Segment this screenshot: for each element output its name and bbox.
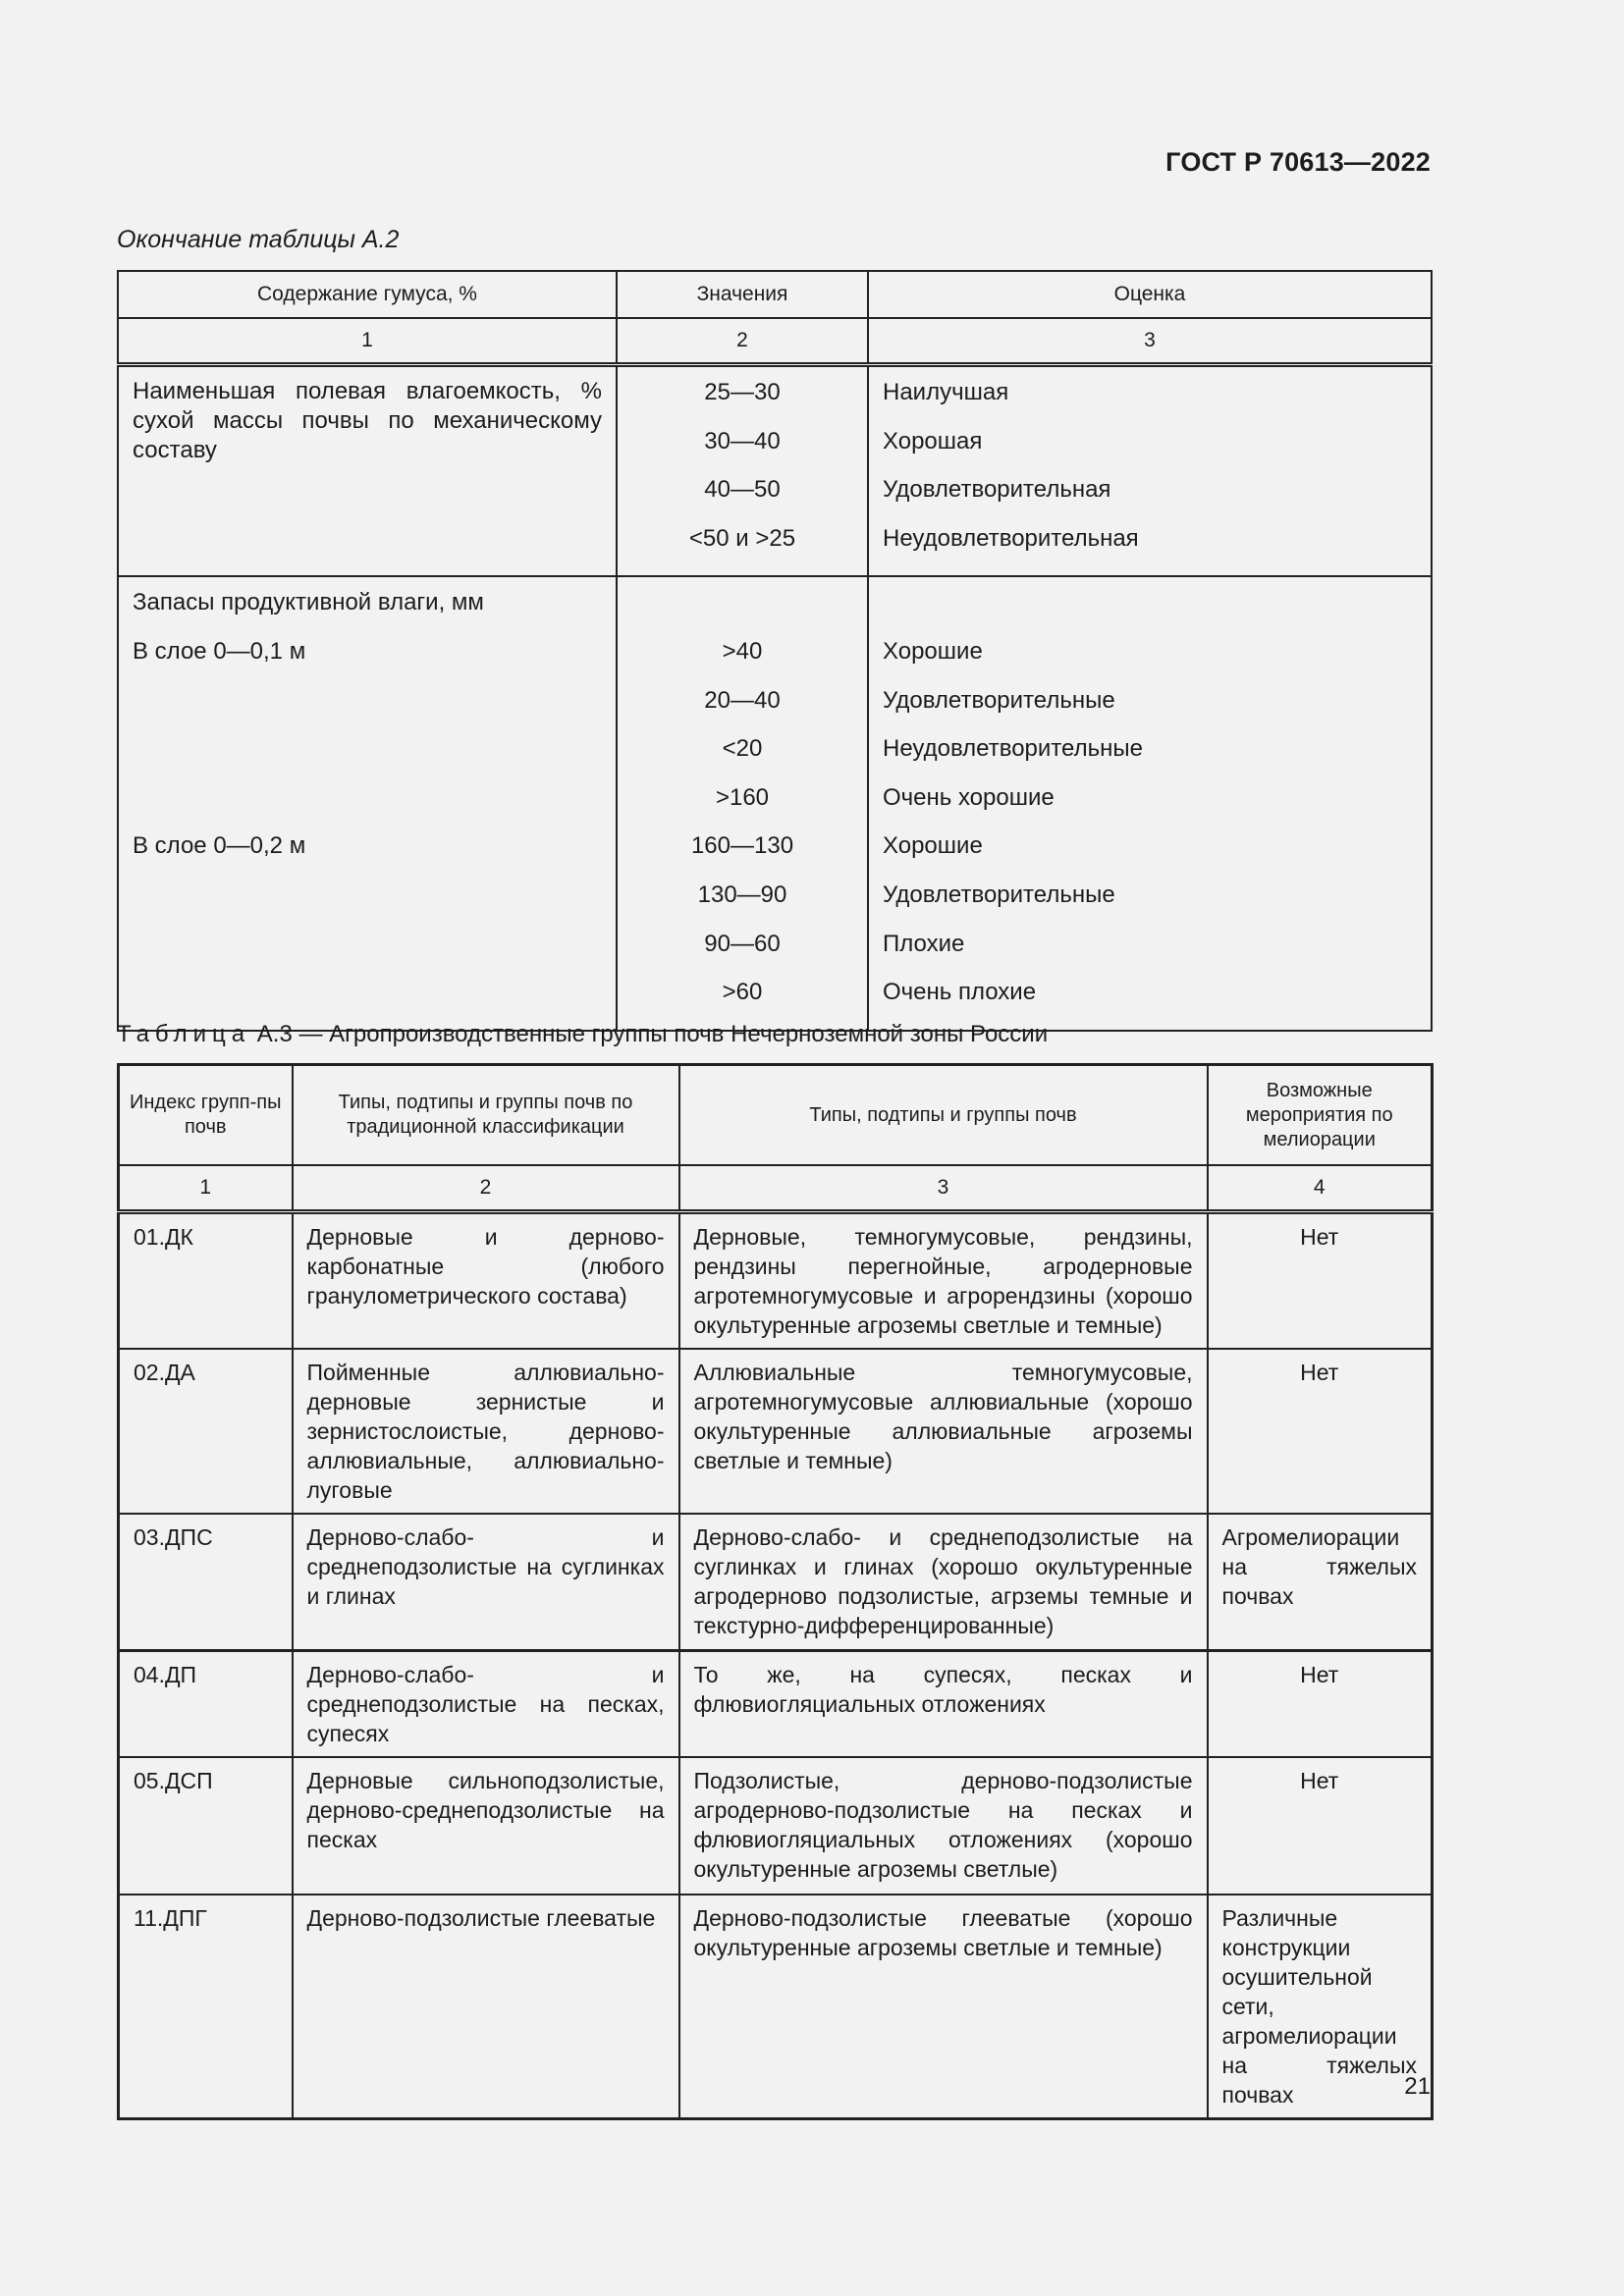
group-index: 03.ДПС — [119, 1514, 293, 1650]
table-a2-rating: Удовлетворительные — [883, 686, 1115, 714]
table-a2-value: >40 — [722, 637, 763, 665]
table-a3-column-numbers — [119, 1165, 1433, 1212]
table-a3-header-cell: Возможные мероприятия по мелиорации — [1208, 1065, 1433, 1166]
table-a3-caption-text: А.3 — Агропроизводственные группы почв Нечерноземной зоны России — [256, 1021, 1049, 1047]
table-a2-rating: Удовлетворительные — [883, 881, 1115, 908]
table-a2-row-productive-moisture — [118, 576, 1432, 1030]
table-a2-value: >60 — [722, 979, 763, 1006]
table-a2-column-numbers — [118, 318, 1432, 365]
table-a2-header-cell: Содержание гумуса, % — [118, 271, 617, 318]
field-capacity-label: Наименьшая полевая влагоемкость, % сухой массы почвы по механическому составу — [133, 378, 602, 463]
table-row — [119, 1757, 1433, 1895]
soil-types: Дерновые, темногумусовые, рендзины, рендзины перегнойные, агродерновые агротемногумусовые и агрорендзины (хорошо окультуренные агроземы светлые и темные) — [679, 1212, 1208, 1350]
table-a2-values-cell — [617, 576, 868, 1030]
melioration-measures: Различные конструкции осушительной сети, агромелиорации на тяжелых почвах — [1208, 1895, 1433, 2119]
table-a2-continuation-title: Окончание таблицы А.2 — [117, 226, 400, 253]
table-a2-rating: Удовлетворительная — [883, 476, 1111, 504]
table-a3-header-cell: Типы, подтипы и группы почв — [679, 1065, 1208, 1166]
traditional-classification: Дерново-слабо- и среднеподзолистые на песках, супесях — [293, 1650, 679, 1757]
table-a2-value — [618, 587, 867, 636]
table-a2-row-field-capacity — [118, 365, 1432, 577]
table-a3-column-number: 1 — [119, 1165, 293, 1212]
soil-types: То же, на супесях, песках и флювиогляциальных отложениях — [679, 1650, 1208, 1757]
table-a3-header-row — [119, 1065, 1433, 1166]
group-index: 01.ДК — [119, 1212, 293, 1350]
soil-types: Подзолистые, дерново-подзолистые агродерново-подзолистые на песках и флювиогляциальных отложениях (хорошо окультуренные агроземы светлые) — [679, 1757, 1208, 1895]
traditional-classification: Дерново-слабо- и среднеподзолистые на суглинках и глинах — [293, 1514, 679, 1650]
table-a2-value: 130—90 — [697, 881, 787, 908]
table-a2-ratings-cell — [868, 576, 1432, 1030]
table-a3-column-number: 3 — [679, 1165, 1208, 1212]
traditional-classification: Дерновые и дерново-карбонатные (любого гранулометрического состава) — [293, 1212, 679, 1350]
table-a2-column-number: 2 — [617, 318, 868, 365]
table-a2-value: 20—40 — [704, 686, 781, 714]
table-a2-rating: Хорошая — [883, 427, 983, 454]
melioration-measures: Нет — [1208, 1650, 1433, 1757]
table-row — [119, 1212, 1433, 1350]
table-a2-values-cell — [617, 365, 868, 577]
table-a2-rating: Неудовлетворительные — [883, 735, 1143, 763]
table-a2-column-number: 3 — [868, 318, 1432, 365]
table-a2-parameter-cell — [118, 576, 617, 1030]
melioration-measures: Нет — [1208, 1757, 1433, 1895]
table-a3-column-number: 2 — [293, 1165, 679, 1212]
productive-moisture-label: Запасы продуктивной влаги, мм — [133, 589, 484, 616]
table-a2-value: <50 и >25 — [688, 524, 796, 552]
table-a2-value: <20 — [722, 735, 763, 763]
traditional-classification: Пойменные аллювиально-дерновые зернистые и зернистослоистые, дерново-аллювиальные, аллювиально-луговые — [293, 1349, 679, 1514]
melioration-measures: Нет — [1208, 1212, 1433, 1350]
table-a2-rating: Плохие — [883, 930, 965, 957]
group-index: 02.ДА — [119, 1349, 293, 1514]
table-row — [119, 1895, 1433, 2119]
table-a2-parameter-cell — [118, 365, 617, 577]
document-id: ГОСТ Р 70613—2022 — [1165, 147, 1431, 177]
table-a2-value: 40—50 — [704, 476, 781, 504]
soil-types: Аллювиальные темногумусовые, агротемногумусовые аллювиальные (хорошо окультуренные аллювиальные агроземы светлые и темные) — [679, 1349, 1208, 1514]
table-a2-value: >160 — [715, 783, 770, 811]
traditional-classification: Дерново-подзолистые глееватые — [293, 1895, 679, 2119]
soil-types: Дерново-подзолистые глееватые (хорошо окультуренные агроземы светлые и темные) — [679, 1895, 1208, 2119]
table-a2-rating — [869, 587, 1431, 636]
group-index: 05.ДСП — [119, 1757, 293, 1895]
table-a2-header-cell: Оценка — [868, 271, 1432, 318]
table-a2-value: 25—30 — [704, 379, 781, 405]
table-a2-rating: Хорошие — [883, 832, 983, 860]
table-a3-header-cell: Типы, подтипы и группы почв по традиционной классификации — [293, 1065, 679, 1166]
table-a2-value: 90—60 — [704, 930, 781, 957]
melioration-measures: Агромелиорации на тяжелых почвах — [1208, 1514, 1433, 1650]
table-a2-rating: Неудовлетворительная — [883, 524, 1139, 552]
table-a3-caption-prefix: Таблица — [117, 1021, 251, 1047]
table-a2-value: 160—130 — [690, 832, 794, 860]
table-a2-header-row — [118, 271, 1432, 318]
table-a3-caption — [117, 1021, 1048, 1048]
table-a3 — [117, 1063, 1434, 2120]
layer-0-0-1-label: В слое 0—0,1 м — [133, 637, 306, 665]
traditional-classification: Дерновые сильноподзолистые, дерново-среднеподзолистые на песках — [293, 1757, 679, 1895]
melioration-measures: Нет — [1208, 1349, 1433, 1514]
table-a2-header-cell: Значения — [617, 271, 868, 318]
group-index: 11.ДПГ — [119, 1895, 293, 2119]
table-a2-rating: Хорошие — [883, 637, 983, 665]
table-a3-column-number: 4 — [1208, 1165, 1433, 1212]
layer-0-0-2-label: В слое 0—0,2 м — [133, 832, 306, 860]
table-a2-ratings-cell — [868, 365, 1432, 577]
table-a3-header-cell: Индекс групп-пы почв — [119, 1065, 293, 1166]
table-a2-rating: Очень хорошие — [883, 783, 1055, 811]
table-a2-rating: Очень плохие — [883, 979, 1037, 1006]
table-a2-value: 30—40 — [704, 427, 781, 454]
table-a2 — [117, 270, 1433, 1032]
table-row — [119, 1650, 1433, 1757]
table-row — [119, 1514, 1433, 1650]
soil-types: Дерново-слабо- и среднеподзолистые на суглинках и глинах (хорошо окультуренные агродерново подзолистые, агрземы темные и текстурно-дифференцированные) — [679, 1514, 1208, 1650]
table-a2-rating: Наилучшая — [883, 379, 1009, 405]
table-row — [119, 1349, 1433, 1514]
page-number: 21 — [1404, 2073, 1431, 2100]
table-a2-column-number: 1 — [118, 318, 617, 365]
group-index: 04.ДП — [119, 1650, 293, 1757]
